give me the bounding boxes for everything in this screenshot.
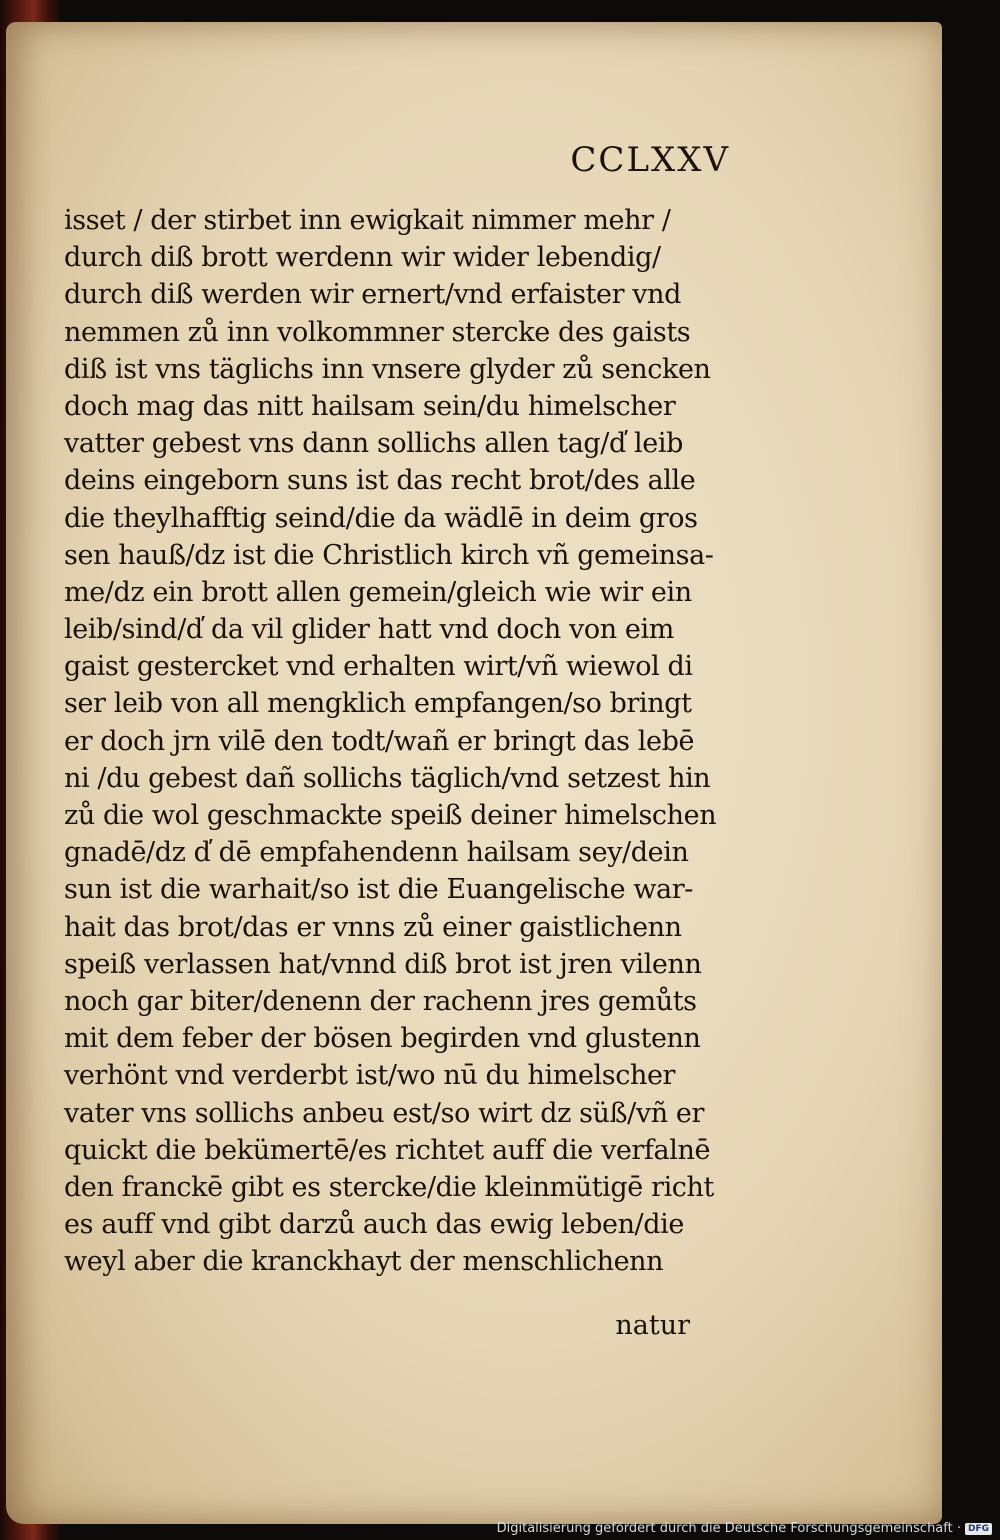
text-line: isset / der stirbet inn ewigkait nimmer mehr / — [64, 205, 671, 236]
text-line: verhönt vnd verderbt ist/wo nū du himelscher — [64, 1060, 676, 1092]
folio-number: CCLXXV — [570, 140, 730, 180]
digitization-credit — [497, 1521, 992, 1536]
text-line: nemmen zů inn volkommner stercke des gaists — [64, 316, 691, 348]
page-text-block — [64, 202, 764, 1280]
book-page — [6, 22, 942, 1524]
text-line: gaist gestercket vnd erhalten wirt/vñ wiewol di — [64, 651, 693, 683]
text-line: weyl aber die kranckhayt der menschlichenn — [64, 1246, 664, 1278]
text-line: deins eingeborn suns ist das recht brot/des alle — [64, 465, 696, 497]
catchword: natur — [615, 1310, 690, 1341]
text-line: ser leib von all mengklich empfangen/so bringt — [64, 688, 692, 720]
text-line: quickt die bekümertē/es richtet auff die verfalnē — [64, 1134, 711, 1166]
text-line: mit dem feber der bösen begirden vnd glustenn — [64, 1023, 701, 1055]
text-line: hait das brot/das er vnns zů einer gaistlichenn — [64, 911, 682, 943]
text-line: diß ist vns täglichs inn vnsere glyder zů sencken — [64, 353, 711, 385]
text-line: die theylhafftig seind/die da wädlē in deim gros — [64, 502, 698, 534]
text-line: ni /du gebest dañ sollichs täglich/vnd setzest hin — [64, 762, 711, 794]
text-line: zů die wol geschmackte speiß deiner himelschen — [64, 800, 717, 831]
text-line: noch gar biter/denenn der rachenn jres gemůts — [64, 985, 697, 1017]
text-line: durch diß brott werdenn wir wider lebendig/ — [64, 242, 661, 274]
text-line: me/dz ein brott allen gemein/gleich wie wir ein — [64, 576, 692, 608]
dfg-logo: DFG — [965, 1523, 992, 1535]
text-line: speiß verlassen hat/vnnd diß brot ist jren vilenn — [64, 948, 702, 980]
text-line: den franckē gibt es stercke/die kleinmütigē richt — [64, 1171, 714, 1203]
text-line: vater vns sollichs anbeu est/so wirt dz süß/vñ er — [64, 1097, 704, 1129]
text-line: gnadē/dz d̕ dē empfahendenn hailsam sey/dein — [64, 837, 689, 869]
text-line: durch diß werden wir ernert/vnd erfaister vnd — [64, 279, 682, 311]
credit-text: Digitalisierung gefördert durch die Deutsche Forschungsgemeinschaft · — [496, 1521, 961, 1536]
text-line: doch mag das nitt hailsam sein/du himelscher — [64, 390, 676, 422]
text-line: leib/sind/d̕ da vil glider hatt vnd doch von eim — [64, 614, 674, 646]
text-line: sen hauß/dz ist die Christlich kirch vñ gemeinsa- — [64, 539, 714, 571]
text-line: er doch jrn vilē den todt/wañ er bringt das lebē — [64, 725, 695, 757]
text-line: es auff vnd gibt darzů auch das ewig leben/die — [64, 1209, 684, 1241]
text-line: vatter gebest vns dann sollichs allen tag/d̕ leib — [64, 428, 683, 460]
text-line: sun ist die warhait/so ist die Euangelische war- — [64, 874, 693, 906]
